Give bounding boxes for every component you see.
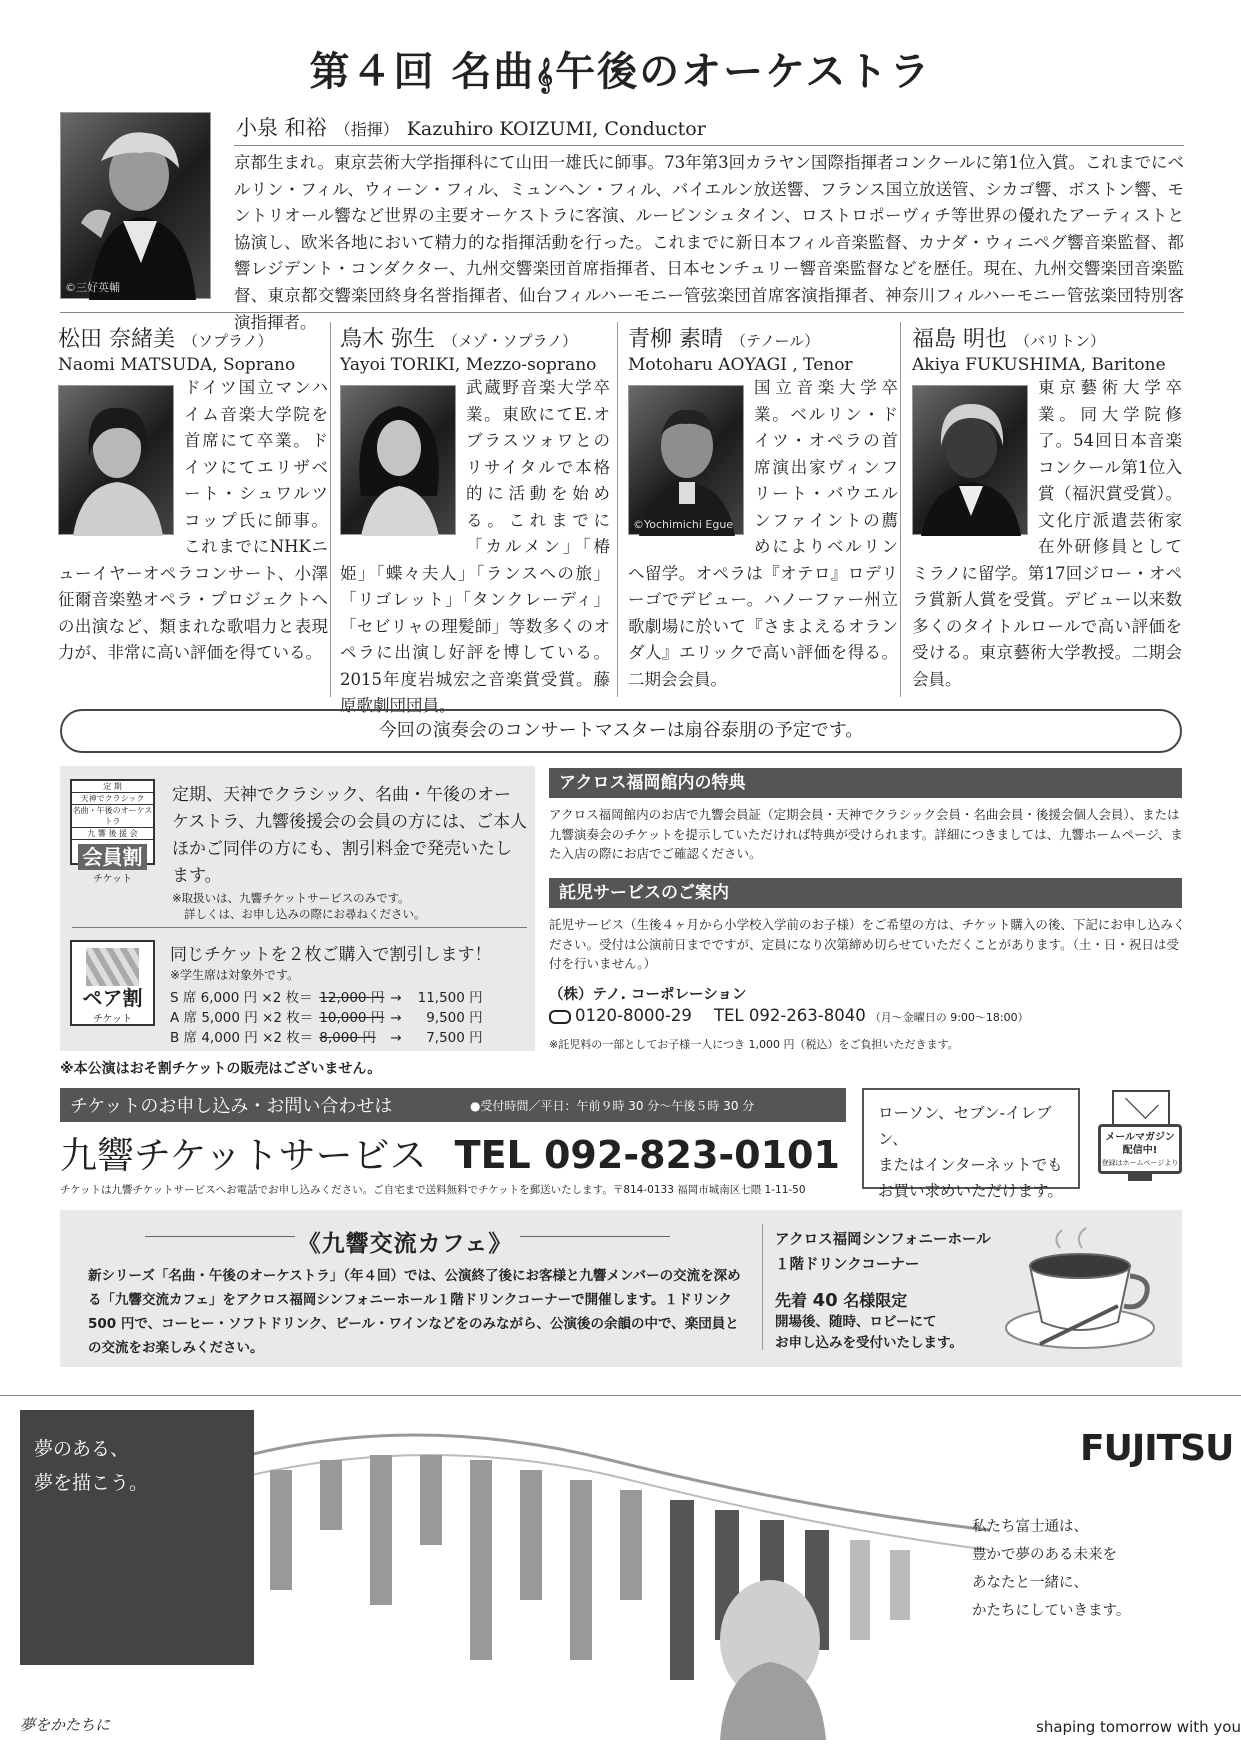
tickets-icon — [86, 948, 139, 986]
note-line: 詳しくは、お申し込みの際にお尋ねください。 — [184, 907, 426, 921]
table-row — [170, 1028, 489, 1048]
ticket-hours: ●受付時間／平日：午前９時 30 分〜午後５時 30 分 — [470, 1099, 755, 1113]
cafe-apply — [775, 1312, 963, 1354]
ad-line: あなたと一緒に、 — [972, 1575, 1088, 1591]
soloist-silhouette — [913, 386, 1029, 536]
title-part-1: 第４回 名曲 — [309, 48, 536, 95]
soloist-silhouette — [341, 386, 457, 536]
soloist-silhouette — [59, 386, 175, 536]
ad-divider — [0, 1395, 1241, 1396]
pair-discount-note: ※学生席は対象外です。 — [170, 968, 300, 982]
limit-number: 40 — [812, 1290, 838, 1311]
soloist-baritone — [912, 322, 1182, 693]
no-late-discount-notice: ※本公演はおそ割チケットの販売はございません。 — [60, 1061, 382, 1077]
soloist-name-roman: Naomi MATSUDA, Soprano — [58, 355, 296, 375]
mail-magazine-icon — [1098, 1090, 1182, 1182]
soloist-bio: 東京藝術大学卒業。同大学院修了。54回日本音楽コンクール第1位入賞（福沢賞受賞）。文化庁派遣芸術家在外研修員としてミラノに留学。第17回ジロー・オペラ賞新人賞を受賞。デビュー以来数多くのタイトルロールで高い評価を受ける。東京藝術大学教授。二期会会員。 — [912, 378, 1182, 689]
badge-subtitle: チケット — [92, 1014, 133, 1025]
conductor-name-jp: 小泉 和裕 — [236, 116, 327, 140]
soloist-mezzo — [340, 322, 610, 720]
soloist-role: （ソプラノ） — [183, 332, 273, 350]
venue-line: １階ドリンクコーナー — [775, 1257, 920, 1273]
soloist-role: （メゾ・ソプラノ） — [443, 332, 578, 350]
quote-line: 夢のある、 — [34, 1438, 130, 1460]
childcare-company: （株）テノ. コーポレーション — [549, 987, 747, 1003]
ticket-note: チケットは九響チケットサービスへお電話でお申し込みください。ご自宅まで送料無料でチケットを郵送いたします。〒814-0133 福岡市城南区七隈 1-11-50 — [60, 1184, 806, 1196]
childcare-phone — [549, 1006, 1029, 1025]
conductor-name-roman: Kazuhiro KOIZUMI, Conductor — [406, 118, 706, 140]
soloist-role: （テノール） — [731, 332, 820, 350]
freedial-number: 0120-8000-29 — [575, 1006, 692, 1025]
soloist-bio: 武蔵野音楽大学卒業。東欧にてE.オブラスツォワとのリサイタルで本格的に活動を始める。これまでに「カルメン」「椿姫」「蝶々夫人」「ランスへの旅」「リゴレット」「タンクレーディ」「セビリャの理髪師」等数多くのオペラに出演し好評を博している。2015年度岩城宏之音楽賞受賞。藤原歌劇団団員。 — [340, 378, 610, 715]
cafe-venue — [775, 1228, 991, 1278]
soloist-photo — [340, 385, 456, 535]
soloist-role: （バリトン） — [1015, 332, 1106, 350]
column-divider — [617, 322, 618, 697]
badge-line: 九 響 後 援 会 — [72, 828, 153, 840]
divider — [60, 312, 1184, 313]
cafe-title: 《九響交流カフェ》 — [297, 1231, 513, 1257]
ticket-service — [60, 1125, 840, 1179]
cafe-text: 新シリーズ「名曲・午後のオーケストラ」（年４回）では、公演終了後にお客様と九響メンバーの交流を深める「九響交流カフェ」をアクロス福岡シンフォニーホール１階ドリンクコーナーで開催します。１ドリンク 500 円で、コーヒー・ソフトドリンク、ビール・ワインなどをのみながら、公演後の余韻の中で、楽団員との交流をお楽しみください。 — [88, 1268, 741, 1356]
apply-line: 開場後、随時、ロビーにて — [775, 1314, 937, 1330]
ad-line: 私たち富士通は、 — [972, 1519, 1088, 1535]
acros-benefits-text: アクロス福岡館内のお店で九響会員証（定期会員・天神でクラシック会員・名曲会員・後援会個人会員）、または九響演奏会のチケットを提示していただければ特典が受けられます。詳細につきましては、九響ホームページ、また入店の際にお店でご確認ください。 — [549, 807, 1183, 861]
soloist-photo — [912, 385, 1028, 535]
convenience-line: お買い求めいただけます。 — [878, 1182, 1063, 1200]
cafe-divider — [762, 1224, 763, 1350]
venue-line: アクロス福岡シンフォニーホール — [775, 1232, 991, 1248]
divider — [72, 927, 527, 928]
soloist-tenor — [628, 322, 898, 693]
table-row — [170, 1008, 489, 1028]
seat-cell: A 席 5,000 円 ×2 枚＝ — [170, 1010, 314, 1026]
soloist-bio: ドイツ国立マンハイム音楽大学院を首席にて卒業。ドイツにてエリザベート・シュワルツコップ氏に師事。これまでにNHKニューイヤーオペラコンサート、小澤征爾音楽塾オペラ・プロジェクトへの出演など、類まれな歌唱力と表現力が、非常に高い評価を得ている。 — [58, 378, 328, 662]
ticket-service-name: 九響チケットサービス — [60, 1134, 427, 1177]
pair-price-table — [170, 988, 489, 1048]
treble-clef-icon: 𝄞 — [535, 58, 556, 93]
soloist-silhouette — [629, 386, 745, 536]
convenience-store-box — [862, 1088, 1080, 1200]
mail-line: メールマガジン — [1105, 1132, 1175, 1143]
quote-line: 夢を描こう。 — [34, 1472, 149, 1494]
column-divider — [900, 322, 901, 697]
photo-credit: ©Yochimichi Egue — [633, 518, 734, 531]
arrow-icon: → — [390, 1030, 402, 1046]
soloist-name-jp: 青柳 素晴 — [628, 327, 723, 352]
pair-discount-title: 同じチケットを２枚ご購入で割引します！ — [170, 945, 492, 965]
cafe-limit — [775, 1288, 907, 1311]
original-price: 8,000 円 — [319, 1030, 376, 1046]
fujitsu-logo: FUJITSU — [1080, 1428, 1234, 1469]
freedial-icon — [549, 1010, 571, 1024]
conductor-bio: 京都生まれ。東京芸術大学指揮科にて山田一雄氏に師事。73年第3回カラヤン国際指揮者コンクールに第1位入賞。これまでにベルリン・フィル、ウィーン・フィル、ミュンヘン・フィル、バイエルン放送響、フランス国立放送管、シカゴ響、ボストン響、モントリオール響など世界の主要オーケストラに客演、ルービンシュタイン、ロストロポーヴィチ等世界の優れたアーティストと協演し、欧米各地において精力的な指揮活動を行った。これまでに新日本フィル音楽監督、カナダ・ウィニペグ響音楽監督、都響レジデント・コンダクター、九州交響楽団首席指揮者、日本センチュリー響音楽監督などを歴任。現在、九州交響楽団音楽監督、東京都交響楽団終身名誉指揮者、仙台フィルハーモニー管弦楽団首席客演指揮者、神奈川フィルハーモニー管弦楽団特別客演指揮者。 — [234, 153, 1184, 332]
convenience-line: またはインターネットでも — [878, 1156, 1063, 1174]
ad-body-text — [972, 1513, 1130, 1625]
soloist-photo — [58, 385, 174, 535]
pair-discount-badge — [70, 940, 155, 1026]
soloist-name — [58, 322, 328, 353]
coffee-cup-icon — [1000, 1226, 1160, 1354]
arrow-icon: → — [390, 990, 402, 1006]
mail-line: 登録はホームページより — [1101, 1159, 1179, 1167]
badge-line: 天神でクラシック — [72, 793, 153, 805]
ad-slogan: 夢をかたちに — [20, 1716, 111, 1734]
title-part-2: 午後のオーケストラ — [555, 48, 932, 95]
conductor-role: （指揮） — [334, 120, 399, 139]
ad-crayon-drawing — [210, 1400, 1010, 1740]
arrow-icon: → — [390, 1010, 402, 1026]
note-line: ※取扱いは、九響チケットサービスのみです。 — [172, 891, 410, 905]
seat-cell: B 席 4,000 円 ×2 枚＝ — [170, 1030, 314, 1046]
childcare-text: 託児サービス（生後４ヶ月から小学校入学前のお子様）をご希望の方は、チケット購入の後、下記にお申し込みください。受付は公演前日までですが、定員になり次第締め切らせていただくことがあります。（土・日・祝日は受付を行いません。） — [549, 917, 1186, 971]
ad-line: 豊かで夢のある未来を — [972, 1547, 1117, 1563]
apply-line: お申し込みを受付いたします。 — [775, 1335, 963, 1351]
table-row — [170, 988, 489, 1008]
soloist-name-roman: Akiya FUKUSHIMA, Baritone — [912, 355, 1166, 375]
member-discount-note — [172, 890, 527, 922]
discount-price: 9,500 円 — [426, 1010, 483, 1026]
phone-hours: （月〜金曜日の 9:00〜18:00） — [869, 1011, 1029, 1024]
ticket-inquiry-label: チケットのお申し込み・お問い合わせは — [70, 1096, 393, 1117]
acros-benefits-heading: アクロス福岡館内の特典 — [549, 768, 1182, 798]
ad-line: かたちにしていきます。 — [972, 1603, 1131, 1619]
original-price: 10,000 円 — [319, 1010, 385, 1026]
member-discount-text: 定期、天神でクラシック、名曲・午後のオーケストラ、九響後援会の会員の方には、ご本人ほかご同伴の方にも、割引料金で発売いたします。 — [172, 785, 527, 886]
ad-tagline: shaping tomorrow with you — [1036, 1718, 1241, 1736]
member-discount-badge — [70, 779, 155, 885]
soloist-soprano — [58, 322, 328, 667]
childcare-heading: 託児サービスのご案内 — [549, 878, 1182, 908]
badge-subtitle: チケット — [92, 874, 133, 885]
conductor-photo — [60, 112, 211, 299]
soloist-name-jp: 福島 明也 — [912, 327, 1007, 352]
discount-price: 7,500 円 — [426, 1030, 483, 1046]
seat-cell: S 席 6,000 円 ×2 枚＝ — [170, 990, 313, 1006]
tel-number: TEL 092-263-8040 — [713, 1006, 866, 1025]
photo-credit: ©三好英輔 — [65, 281, 120, 294]
badge-line: 定 期 — [72, 781, 153, 793]
conductor-name — [236, 112, 706, 142]
soloist-name — [628, 322, 898, 353]
mail-line: 配信中! — [1122, 1145, 1158, 1156]
badge-title: ペア割 — [82, 986, 143, 1010]
limit-pre: 先着 — [775, 1291, 808, 1310]
monitor-icon — [1098, 1124, 1182, 1174]
discount-price: 11,500 円 — [417, 990, 483, 1006]
soloist-name — [340, 322, 610, 353]
page-title — [0, 40, 1241, 97]
convenience-line: ローソン、セブン-イレブン、 — [878, 1104, 1052, 1148]
ticket-phone[interactable]: TEL 092-823-0101 — [454, 1133, 840, 1177]
soloist-name — [912, 322, 1182, 353]
column-divider — [330, 322, 331, 697]
limit-post: 名様限定 — [843, 1291, 908, 1310]
soloist-name-jp: 鳥木 弥生 — [340, 327, 435, 352]
soloist-name-roman: Yayoi TORIKI, Mezzo-soprano — [340, 355, 597, 375]
ad-quote-box — [20, 1410, 254, 1665]
soloist-name-jp: 松田 奈緒美 — [58, 327, 175, 352]
soloist-name-roman: Motoharu AOYAGI , Tenor — [628, 355, 853, 375]
soloist-photo — [628, 385, 744, 535]
badge-title: 会員割 — [78, 844, 147, 870]
badge-line: 名曲・午後のオーケストラ — [72, 806, 153, 826]
conductor-silhouette — [61, 113, 212, 300]
ticket-inquiry-bar — [60, 1088, 846, 1122]
monitor-stand — [1128, 1174, 1152, 1181]
concertmaster-banner: 今回の演奏会のコンサートマスターは扇谷泰朋の予定です。 — [60, 709, 1182, 753]
soloist-bio: 国立音楽大学卒業。ベルリン・ドイツ・オペラの首席演出家ヴィンフリート・バウエルンファイントの薦めによりベルリンへ留学。オペラは『オテロ』ロデリーゴでデビュー。ハノーファー州立歌劇場に於いて『さまよえるオランダ人』エリックで高い評価を得る。二期会会員。 — [628, 378, 898, 689]
divider — [234, 145, 1184, 146]
childcare-fee-note: ※託児料の一部としてお子様一人につき 1,000 円（税込）をご負担いただきます。 — [549, 1038, 959, 1051]
original-price: 12,000 円 — [319, 990, 385, 1006]
